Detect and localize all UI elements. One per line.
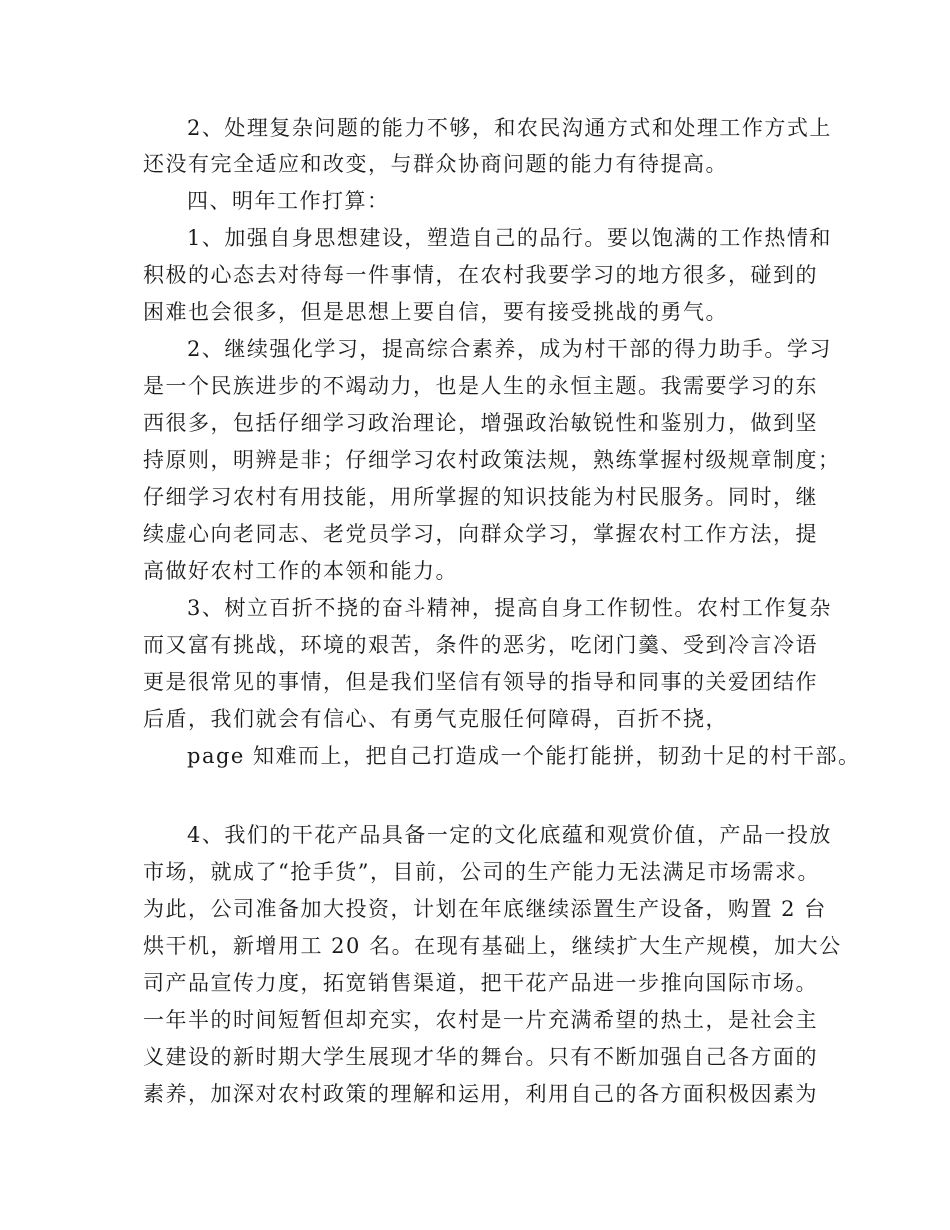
text-line: 仔细学习农村有用技能，用所掌握的知识技能为村民服务。同时，继 xyxy=(143,485,818,509)
text-line: 积极的心态去对待每一件事情，在农村我要学习的地方很多，碰到的 xyxy=(143,263,818,287)
text-line: 后盾，我们就会有信心、有勇气克服任何障碍，百折不挠， xyxy=(143,707,728,731)
text-line: 司产品宣传力度，拓宽销售渠道，把干花产品进一步推向国际市场。 xyxy=(143,971,818,995)
text-line: 2、继续强化学习，提高综合素养，成为村干部的得力助手。学习 xyxy=(187,337,832,361)
text-line: 续虚心向老同志、老党员学习，向群众学习，掌握农村工作方法，提 xyxy=(143,522,818,546)
text-line: 更是很常见的事情，但是我们坚信有领导的指导和同事的关爱团结作 xyxy=(143,670,818,694)
text-line: 1、加强自身思想建设，塑造自己的品行。要以饱满的工作热情和 xyxy=(187,226,832,250)
section-heading: 四、明年工作打算： xyxy=(187,189,390,213)
text-line: 3、树立百折不挠的奋斗精神，提高自身工作韧性。农村工作复杂 xyxy=(187,596,832,620)
text-line: 困难也会很多，但是思想上要自信，要有接受挑战的勇气。 xyxy=(143,300,728,324)
text-line: 素养，加深对农村政策的理解和运用，利用自己的各方面积极因素为 xyxy=(143,1082,818,1106)
text-line: 高做好农村工作的本领和能力。 xyxy=(143,559,458,583)
text-line: 西很多，包括仔细学习政治理论，增强政治敏锐性和鉴别力，做到坚 xyxy=(143,411,818,435)
text-line: 一年半的时间短暂但却充实，农村是一片充满希望的热土，是社会主 xyxy=(143,1008,818,1032)
text-line: 是一个民族进步的不竭动力，也是人生的永恒主题。我需要学习的东 xyxy=(143,374,818,398)
text-line: 为此，公司准备加大投资，计划在年底继续添置生产设备，购置 2 台 xyxy=(143,897,827,921)
text-line: 2、处理复杂问题的能力不够，和农民沟通方式和处理工作方式上 xyxy=(187,116,832,140)
text-line: 烘干机，新增用工 20 名。在现有基础上，继续扩大生产规模，加大公 xyxy=(143,934,842,958)
text-line: 还没有完全适应和改变，与群众协商问题的能力有待提高。 xyxy=(143,152,728,176)
text-line: page 知难而上，把自己打造成一个能打能拼，韧劲十足的村干部。 xyxy=(187,744,861,768)
text-line: 持原则，明辨是非；仔细学习农村政策法规，熟练掌握村级规章制度； xyxy=(143,448,841,472)
text-line: 而又富有挑战，环境的艰苦，条件的恶劣，吃闭门羹、受到冷言冷语 xyxy=(143,633,818,657)
text-line: 4、我们的干花产品具备一定的文化底蕴和观赏价值，产品一投放 xyxy=(187,823,832,847)
text-line: 市场，就成了“抢手货”，目前，公司的生产能力无法满足市场需求。 xyxy=(143,860,820,884)
text-line: 义建设的新时期大学生展现才华的舞台。只有不断加强自己各方面的 xyxy=(143,1045,818,1069)
